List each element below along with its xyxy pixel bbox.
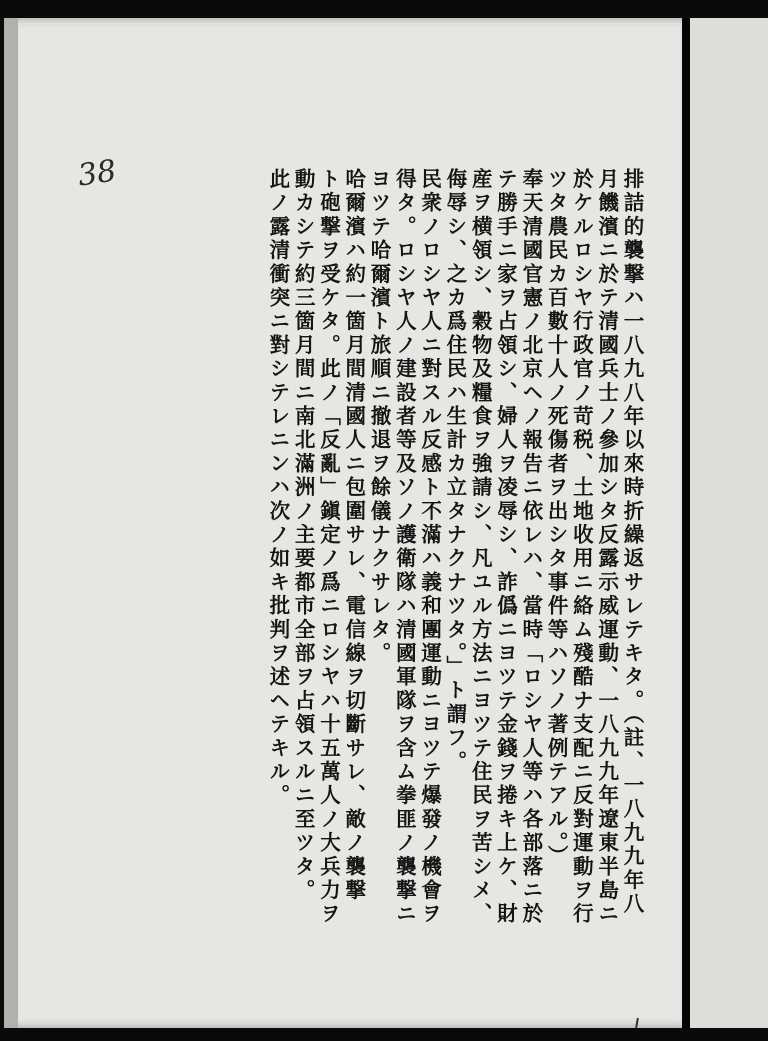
text-column: ト砲撃ヲ受ケタ。此ノ「反亂」鎭定ノ爲ニロシヤハ十五萬人ノ大兵力ヲ bbox=[316, 168, 341, 927]
vertical-body-text bbox=[124, 168, 644, 927]
text-column: 奉天清國官憲ノ北京ヘノ報告ニ依レハ、當時「ロシヤ人等ハ各部落ニ於 bbox=[518, 168, 543, 927]
text-column: テ勝手ニ家ヲ占領シ、婦人ヲ凌辱シ、詐僞ニヨツテ金錢ヲ捲キ上ケ、財 bbox=[493, 168, 518, 927]
text-column: 侮辱シ、之カ爲住民ハ生計カ立タナクナツタ。」ト謂フ。 bbox=[442, 168, 467, 774]
text-column: 哈爾濱ハ約一箇月間清國人ニ包圍サレ、電信線ヲ切斷サレ、敵ノ襲撃 bbox=[341, 168, 366, 903]
text-column: 得タ。ロシヤ人ノ建設者等及ソノ護衛隊ハ清國軍隊ヲ含ム拳匪ノ襲撃ニ bbox=[392, 168, 417, 927]
text-column: ツタ農民カ百數十人ノ死傷者ヲ出シタ事件等ハソノ著例テアル。） bbox=[544, 168, 569, 869]
text-column: 民衆ノロシヤ人ニ對スル反感ト不滿ハ義和團運動ニヨツテ爆發ノ機會ヲ bbox=[417, 168, 442, 927]
text-column: ヨツテ哈爾濱ト旅順ニ撤退ヲ餘儀ナクサレタ。 bbox=[367, 168, 392, 666]
text-column: 動カシテ約三箇月間ニ南北滿洲ノ主要都市全部ヲ占領スルニ至ツタ。 bbox=[291, 168, 316, 903]
right-page-edge bbox=[690, 18, 768, 1028]
text-column: 月饑濱ニ於テ清國兵士ノ參加シタ反露示威運動、一八九九年遼東半島ニ bbox=[594, 168, 619, 927]
ink-mark bbox=[635, 1018, 639, 1028]
left-page bbox=[4, 18, 684, 1028]
text-column: 排詰的襲撃ハ一八九八年以來時折繰返サレテキタ。（註、一八九九年八 bbox=[620, 168, 644, 917]
text-column: 産ヲ横領シ、穀物及糧食ヲ強請シ、凡ユル方法ニヨツテ住民ヲ苦シメ、 bbox=[468, 168, 493, 927]
text-column: 於ケルロシヤ行政官ノ苛税、土地收用ニ絡ム殘酷ナ支配ニ反對運動ヲ行 bbox=[569, 168, 594, 927]
text-column: 此ノ露清衝突ニ對シテレニンハ次ノ如キ批判ヲ述ヘテキル。 bbox=[265, 168, 290, 808]
book-gutter bbox=[682, 18, 690, 1028]
page-number: 38 bbox=[75, 153, 119, 194]
